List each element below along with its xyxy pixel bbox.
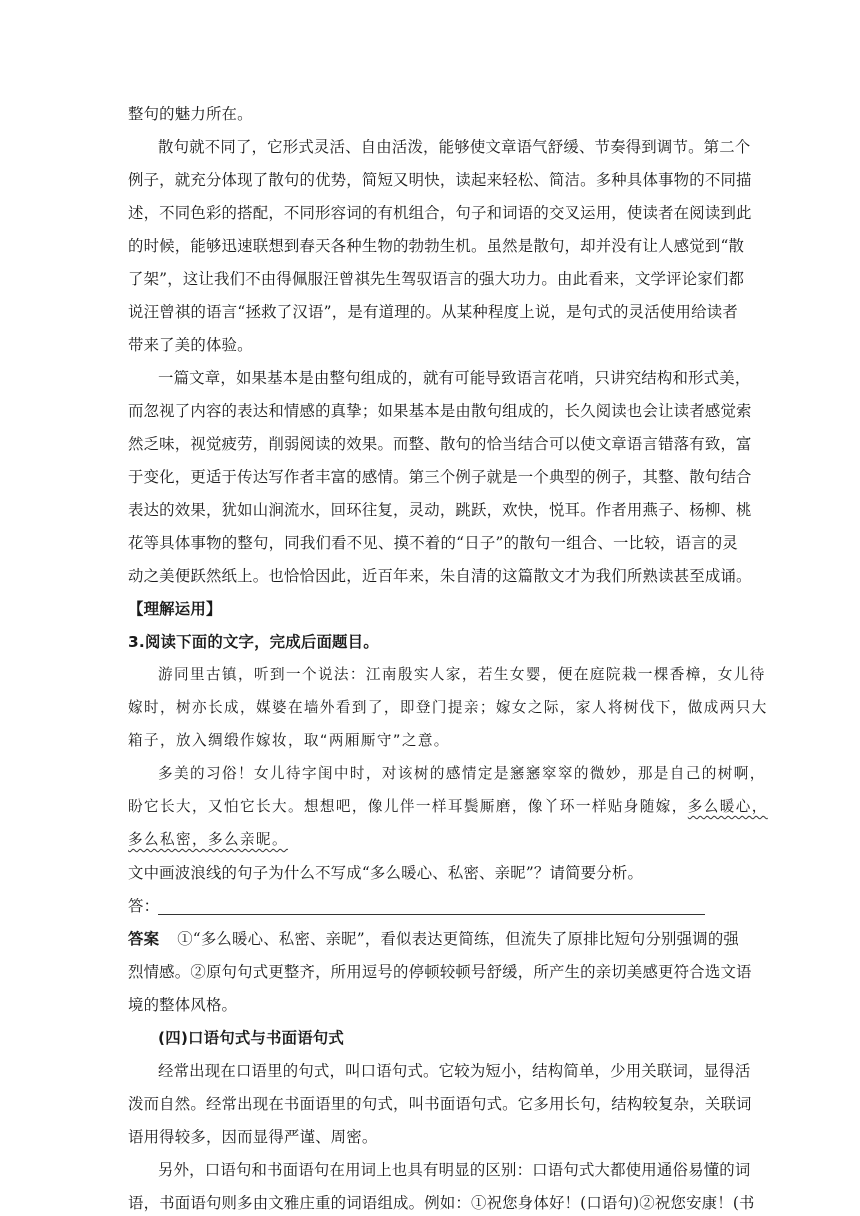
paragraph-line: 语，书面语句则多由文雅庄重的词语组成。例如：①祝您身体好！(口语句)②祝您安康！(书 [128,1194,755,1212]
paragraph-line: 然乏味，视觉疲劳，削弱阅读的效果。而整、散句的恰当结合可以使文章语言错落有致，富 [128,435,752,453]
passage-line: 箱子，放入绸缎作嫁妆，取“两厢厮守”之意。 [128,732,450,749]
wavy-underlined-text: 多么私密，多么亲昵。 [128,831,288,848]
paragraph-line: 表达的效果，犹如山涧流水，回环往复，灵动，跳跃，欢快，悦耳。作者用燕子、杨柳、桃 [128,501,752,519]
passage-line [128,797,768,817]
paragraph-line: 整句的魅力所在。 [128,105,253,123]
section-label: 【理解运用】 [128,600,222,618]
passage-line: 多美的习俗！女儿待字闺中时，对该树的感情定是窸窸窣窣的微妙，那是自己的树啊， [158,765,766,782]
paragraph-line: 于变化，更适于传达写作者丰富的感情。第三个例子就是一个典型的例子，其整、散句结合 [128,468,752,486]
paragraph-line: 动之美便跃然纸上。也恰恰因此，近百年来，朱自清的这篇散文才为我们所熟读甚至成诵。 [128,567,752,585]
answer-prompt: 答： [128,897,160,915]
paragraph-line: 一篇文章，如果基本是由整句组成的，就有可能导致语言花哨，只讲究结构和形式美， [158,369,751,387]
wavy-underlined-text: 多么暖心， [687,798,768,815]
paragraph-line: 语用得较多，因而显得严谨、周密。 [128,1128,378,1146]
paragraph-line: 花等具体事物的整句，同我们看不见、摸不着的“日子”的散句一组合、一比较，语言的灵 [128,534,738,552]
subsection-title: (四)口语句式与书面语句式 [158,1029,344,1047]
question-title: 3.阅读下面的文字，完成后面题目。 [128,633,379,651]
paragraph-line: 经常出现在口语里的句式，叫口语句式。它较为短小，结构简单，少用关联词，显得活 [158,1062,751,1080]
paragraph-line: 带来了美的体验。 [128,336,253,354]
paragraph-line: 的时候，能够迅速联想到春天各种生物的勃勃生机。虽然是散句，却并没有让人感觉到“散 [128,237,745,255]
question-text: 文中画波浪线的句子为什么不写成“多么暖心、私密、亲昵”？请简要分析。 [128,864,644,882]
paragraph-line: 例子，就充分体现了散句的优势，简短又明快，读起来轻松、简洁。多种具体事物的不同描 [128,171,752,189]
answer-label: 答案 [128,930,160,948]
paragraph-line: 了架”，这让我们不由得佩服汪曾祺先生驾驭语言的强大功力。由此看来，文学评论家们都 [128,270,745,288]
paragraph-line: 另外，口语句和书面语句在用词上也具有明显的区别：口语句式大都使用通俗易懂的词 [158,1161,751,1179]
answer-text: ①“多么暖心、私密、亲昵”，看似表达更简练，但流失了原排比短句分别强调的强 [177,930,739,948]
answer-blank-line[interactable] [158,914,705,915]
paragraph-line: 说汪曾祺的语言“拯救了汉语”，是有道理的。从某种程度上说，是句式的灵活使用给读者 [128,303,738,321]
passage-line [128,830,738,850]
paragraph-line: 而忽视了内容的表达和情感的真挚；如果基本是由散句组成的，长久阅读也会让读者感觉索 [128,402,752,420]
passage-line: 嫁时，树亦长成，媒婆在墙外看到了，即登门提亲；嫁女之际，家人将树伐下，做成两只大 [128,699,768,716]
passage-text: 盼它长大，又怕它长大。想想吧，像儿伴一样耳鬓厮磨，像丫环一样贴身随嫁， [128,798,688,815]
paragraph-line: 述，不同色彩的搭配，不同形容词的有机组合，句子和词语的交叉运用，使读者在阅读到此 [128,204,752,222]
passage-line: 游同里古镇，听到一个说法：江南殷实人家，若生女婴，便在庭院栽一棵香樟，女儿待 [158,666,766,683]
answer-line: 烈情感。②原句句式更整齐，所用逗号的停顿较顿号舒缓，所产生的亲切美感更符合选文语 [128,963,752,981]
paragraph-line: 泼而自然。经常出现在书面语里的句式，叫书面语句式。它多用长句，结构较复杂，关联词 [128,1095,752,1113]
paragraph-line: 散句就不同了，它形式灵活、自由活泼，能够使文章语气舒缓、节奏得到调节。第二个 [158,138,751,156]
answer-line: 境的整体风格。 [128,996,238,1014]
answer-line [128,929,738,949]
